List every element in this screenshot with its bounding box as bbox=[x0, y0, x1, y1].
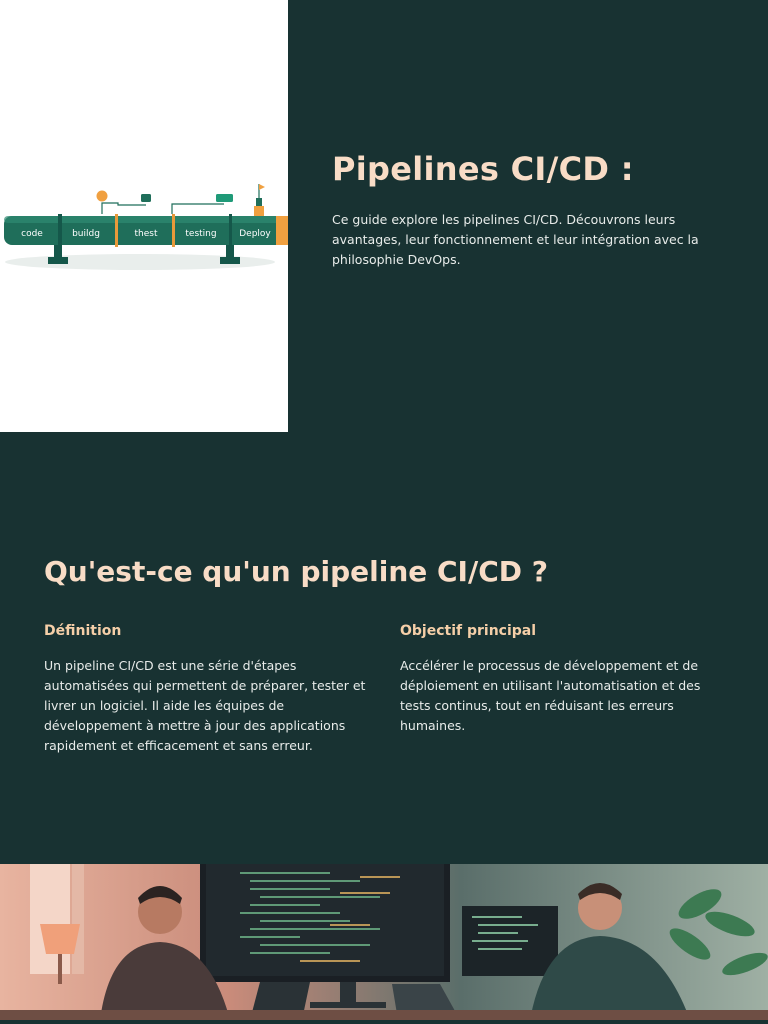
hero-text-block bbox=[332, 150, 732, 270]
stage-label: thest bbox=[134, 229, 158, 239]
definition-heading: Définition bbox=[44, 623, 122, 639]
stage-label: Deploy bbox=[239, 229, 271, 239]
deploy-tower-icon bbox=[254, 206, 264, 216]
section-title: Qu'est-ce qu'un pipeline CI/CD ? bbox=[44, 555, 548, 588]
developers-photo bbox=[0, 864, 768, 1020]
bottom-divider bbox=[0, 1020, 768, 1024]
stage-label: testing bbox=[185, 229, 217, 239]
definition-column bbox=[44, 622, 374, 756]
objective-heading: Objectif principal bbox=[400, 623, 537, 639]
arrow-sign-icon bbox=[216, 194, 233, 202]
pipeline-illustration bbox=[0, 0, 288, 432]
definition-text: Un pipeline CI/CD est une série d'étapes automatisées qui permettent de préparer, tester et livrer un logiciel. Il aide les équipes de développement à mettre à jour des applications rapidement et efficacement et sans erreur. bbox=[44, 658, 366, 753]
truck-icon bbox=[141, 194, 151, 202]
flag-icon bbox=[259, 184, 265, 190]
gear-icon bbox=[97, 191, 108, 202]
stage-label: code bbox=[21, 229, 43, 239]
page-title: Pipelines CI/CD : bbox=[332, 150, 634, 188]
objective-text: Accélérer le processus de développement et de déploiement en utilisant l'automatisation et des tests continus, tout en réduisant les erreurs humaines. bbox=[400, 658, 701, 733]
objective-column bbox=[400, 622, 710, 736]
stage-label: buildg bbox=[72, 229, 100, 239]
hero-description: Ce guide explore les pipelines CI/CD. Découvrons leurs avantages, leur fonctionnement et leur intégration avec la philosophie DevOps. bbox=[332, 212, 699, 267]
